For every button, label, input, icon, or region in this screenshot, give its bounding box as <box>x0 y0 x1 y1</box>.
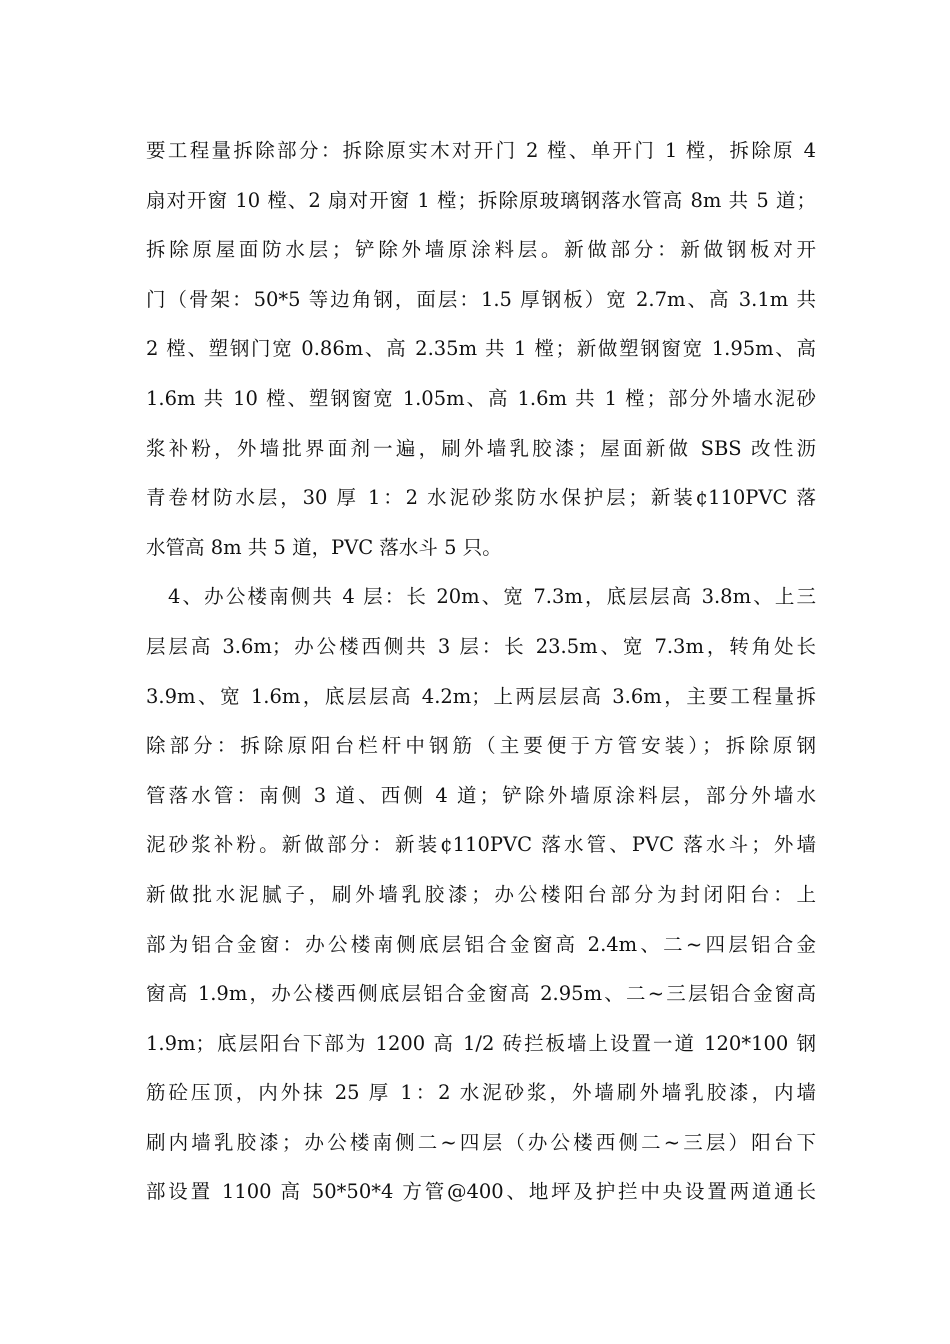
text-line: 浆补粉，外墙批界面剂一遍，刷外墙乳胶漆；屋面新做 SBS 改性沥 <box>146 436 816 460</box>
body-text <box>146 126 816 1217</box>
paragraph-start-line: 4、办公楼南侧共 4 层：长 20m、宽 7.3m，底层层高 3.8m、上三 <box>168 585 816 609</box>
text-line: 新做批水泥腻子，刷外墙乳胶漆；办公楼阳台部分为封闭阳台：上 <box>146 882 816 906</box>
text-line: 水管高 8m 共 5 道，PVC 落水斗 5 只。 <box>146 535 502 559</box>
text-line: 部为铝合金窗：办公楼南侧底层铝合金窗高 2.4m、二~四层铝合金 <box>146 932 816 956</box>
text-line: 管落水管：南侧 3 道、西侧 4 道；铲除外墙原涂料层，部分外墙水 <box>146 783 816 807</box>
text-line: 拆除原屋面防水层；铲除外墙原涂料层。新做部分：新做钢板对开 <box>146 238 816 262</box>
text-line: 1.6m 共 10 樘、塑钢窗宽 1.05m、高 1.6m 共 1 樘；部分外墙水泥砂 <box>146 386 816 410</box>
text-line: 2 樘、塑钢门宽 0.86m、高 2.35m 共 1 樘；新做塑钢窗宽 1.95m、高 <box>146 337 816 361</box>
text-line: 3.9m、宽 1.6m，底层层高 4.2m；上两层层高 3.6m，主要工程量拆 <box>146 684 816 708</box>
text-line: 青卷材防水层，30 厚 1：2 水泥砂浆防水保护层；新装¢110PVC 落 <box>146 486 816 510</box>
text-line: 刷内墙乳胶漆；办公楼南侧二~四层（办公楼西侧二~三层）阳台下 <box>146 1130 816 1154</box>
text-line: 层层高 3.6m；办公楼西侧共 3 层：长 23.5m、宽 7.3m，转角处长 <box>146 634 816 658</box>
text-line: 除部分：拆除原阳台栏杆中钢筋（主要便于方管安装）；拆除原钢 <box>146 734 816 758</box>
text-line: 要工程量拆除部分：拆除原实木对开门 2 樘、单开门 1 樘，拆除原 4 <box>146 139 816 162</box>
text-line: 筋砼压顶，内外抹 25 厚 1：2 水泥砂浆，外墙刷外墙乳胶漆，内墙 <box>146 1081 816 1105</box>
text-line: 部设置 1100 高 50*50*4 方管@400、地坪及护拦中央设置两道通长 <box>146 1180 816 1204</box>
text-line: 窗高 1.9m，办公楼西侧底层铝合金窗高 2.95m、二~三层铝合金窗高 <box>146 982 816 1006</box>
text-line: 门（骨架：50*5 等边角钢，面层：1.5 厚钢板）宽 2.7m、高 3.1m 共 <box>146 287 816 311</box>
text-line: 1.9m；底层阳台下部为 1200 高 1/2 砖拦板墙上设置一道 120*100 钢 <box>146 1031 816 1055</box>
text-line: 泥砂浆补粉。新做部分：新装¢110PVC 落水管、PVC 落水斗；外墙 <box>146 833 816 857</box>
text-line: 扇对开窗 10 樘、2 扇对开窗 1 樘；拆除原玻璃钢落水管高 8m 共 5 道； <box>146 188 816 212</box>
